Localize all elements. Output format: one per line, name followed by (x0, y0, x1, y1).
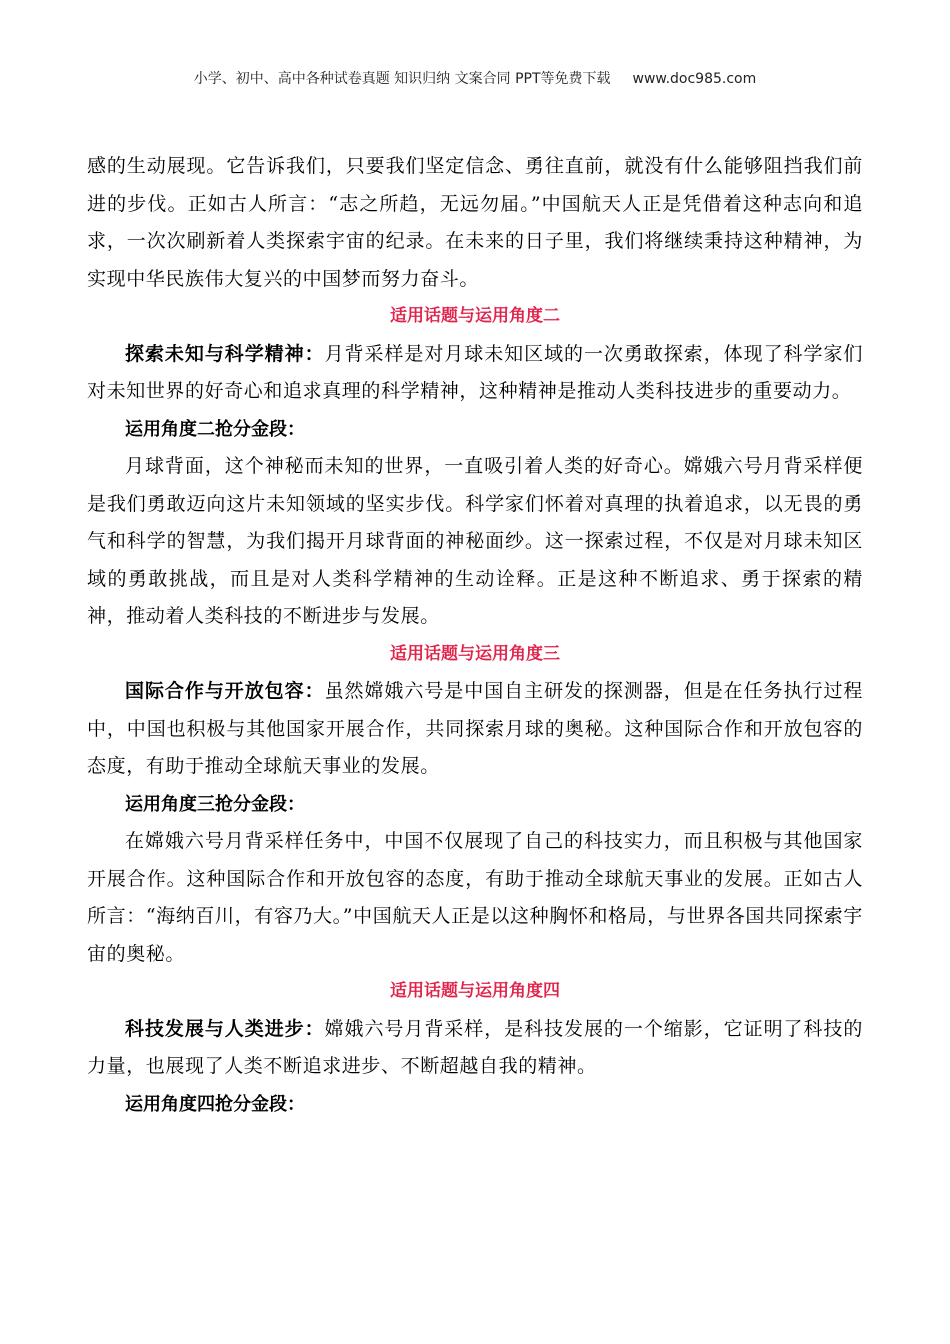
section-2-title: 适用话题与运用角度二 (390, 306, 560, 326)
document-body (87, 148, 863, 1123)
section-4-topic-paragraph (87, 1011, 863, 1086)
section-4-topic-label: 科技发展与人类进步： (125, 1017, 325, 1040)
section-3-topic-text: 虽然嫦娥六号是中国自主研发的探测器，但是在任务执行过程中，中国也积极与其他国家开展合作，共同探索月球的奥秘。这种国际合作和开放包容的态度，有助于推动全球航天事业的发展。 (87, 680, 863, 777)
header-text: 小学、初中、高中各种试卷真题 知识归纳 文案合同 PPT等免费下载 (193, 71, 611, 87)
section-3-topic-label: 国际合作与开放包容： (125, 680, 325, 702)
section-4-topic-text: 嫦娥六号月背采样，是科技发展的一个缩影，它证明了科技的力量，也展现了人类不断追求进步、不断超越自我的精神。 (87, 1017, 863, 1077)
section-2-usage-label: 运用角度二抢分金段： (125, 418, 305, 440)
page-header (0, 68, 950, 88)
header-site-link[interactable]: www.doc985.com (632, 71, 757, 87)
section-4-title: 适用话题与运用角度四 (390, 981, 560, 1001)
section-2-usage-paragraph: 月球背面，这个神秘而未知的世界，一直吸引着人类的好奇心。嫦娥六号月背采样便是我们勇敢迈向这片未知领域的坚实步伐。科学家们怀着对真理的执着追求，以无畏的勇气和科学的智慧，为我们揭开月球背面的神秘面纱。这一探索过程，不仅是对月球未知区域的勇敢挑战，而且是对人类科学精神的生动诠释。正是这种不断追求、勇于探索的精神，推动着人类科技的不断进步与发展。 (87, 455, 863, 627)
section-4-usage-label: 运用角度四抢分金段： (125, 1093, 305, 1115)
section-2-topic-label: 探索未知与科学精神： (125, 342, 325, 365)
section-2-topic-paragraph (87, 336, 863, 411)
section-3-title: 适用话题与运用角度三 (390, 643, 560, 664)
section-3-topic-paragraph (87, 673, 863, 786)
section-3-usage-label: 运用角度三抢分金段： (125, 793, 305, 815)
intro-paragraph: 感的生动展现。它告诉我们，只要我们坚定信念、勇往直前，就没有什么能够阻挡我们前进的步伐。正如古人所言：“志之所趋，无远勿届。”中国航天人正是凭借着这种志向和追求，一次次刷新着人类探索宇宙的纪录。在未来的日子里，我们将继续秉持这种精神，为实现中华民族伟大复兴的中国梦而努力奋斗。 (87, 155, 863, 290)
section-2-topic-text: 月背采样是对月球未知区域的一次勇敢探索，体现了科学家们对未知世界的好奇心和追求真理的科学精神，这种精神是推动人类科技进步的重要动力。 (87, 342, 863, 402)
section-3-usage-paragraph: 在嫦娥六号月背采样任务中，中国不仅展现了自己的科技实力，而且积极与其他国家开展合作。这种国际合作和开放包容的态度，有助于推动全球航天事业的发展。正如古人所言：“海纳百川，有容乃大。”中国航天人正是以这种胸怀和格局，与世界各国共同探索宇宙的奥秘。 (87, 830, 863, 965)
